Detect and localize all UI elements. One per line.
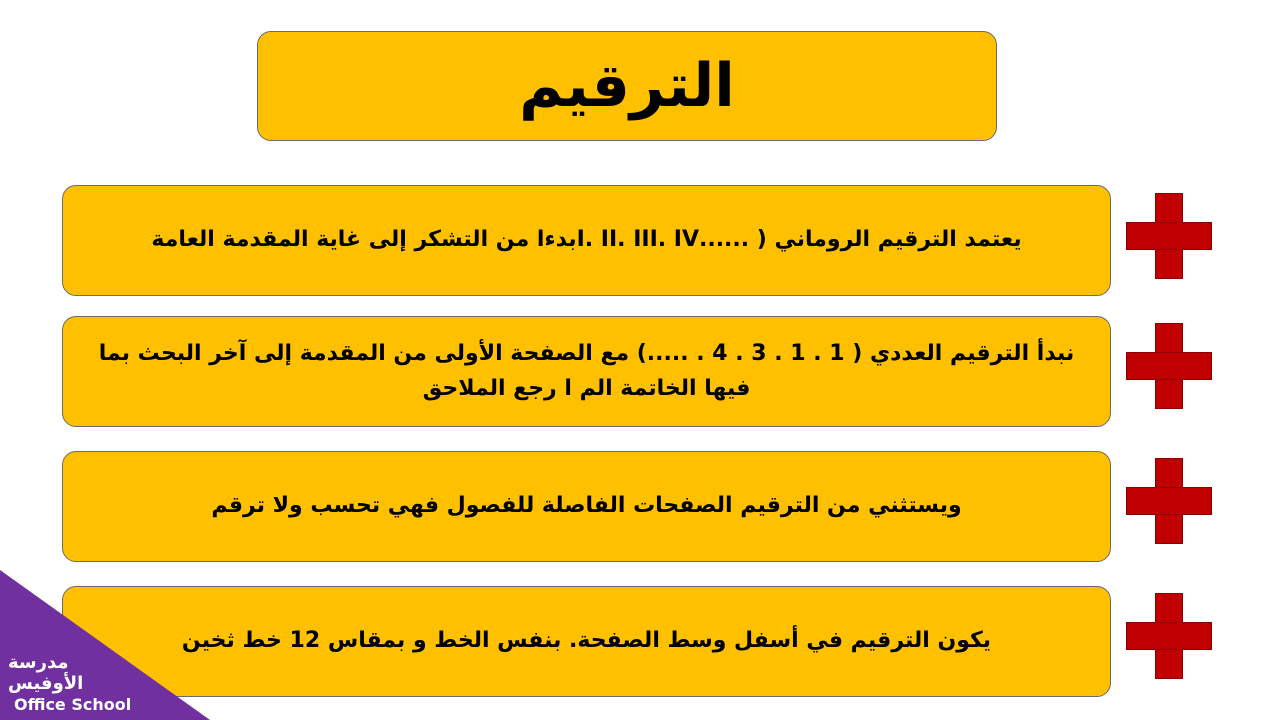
red-cross-icon [1126,458,1212,544]
red-cross-icon [1126,593,1212,679]
title-box [257,31,997,141]
red-cross-icon [1126,323,1212,409]
list-item [62,185,1111,296]
list-item [62,586,1111,697]
list-item-text: يعتمد الترقيم الروماني ( ......I. II. III. IVبدءا من التشكر إلى غاية المقدمة العامة [151,227,1022,253]
list-item-text: نبدأ الترقيم العددي ( 1 . 1 . 3 . 4 . .....) مع الصفحة الأولى من المقدمة إلى آخر البحث بما فيها الخاتمة الم ا رجع الملاحق [98,341,1075,401]
red-cross-icon [1126,193,1212,279]
office-school-logo [0,570,210,720]
list-item-text: يكون الترقيم في أسفل وسط الصفحة. بنفس الخط و بمقاس 12 خط ثخين [181,628,992,654]
list-item [62,451,1111,562]
list-item-text: ويستثني من الترقيم الصفحات الفاصلة للفصول فهي تحسب ولا ترقم [211,493,962,519]
logo-english-text: Office School [14,695,132,714]
page-title: الترقيم [519,51,735,121]
list-item [62,316,1111,427]
logo-arabic-text: مدرسة الأوفيس [8,652,84,694]
